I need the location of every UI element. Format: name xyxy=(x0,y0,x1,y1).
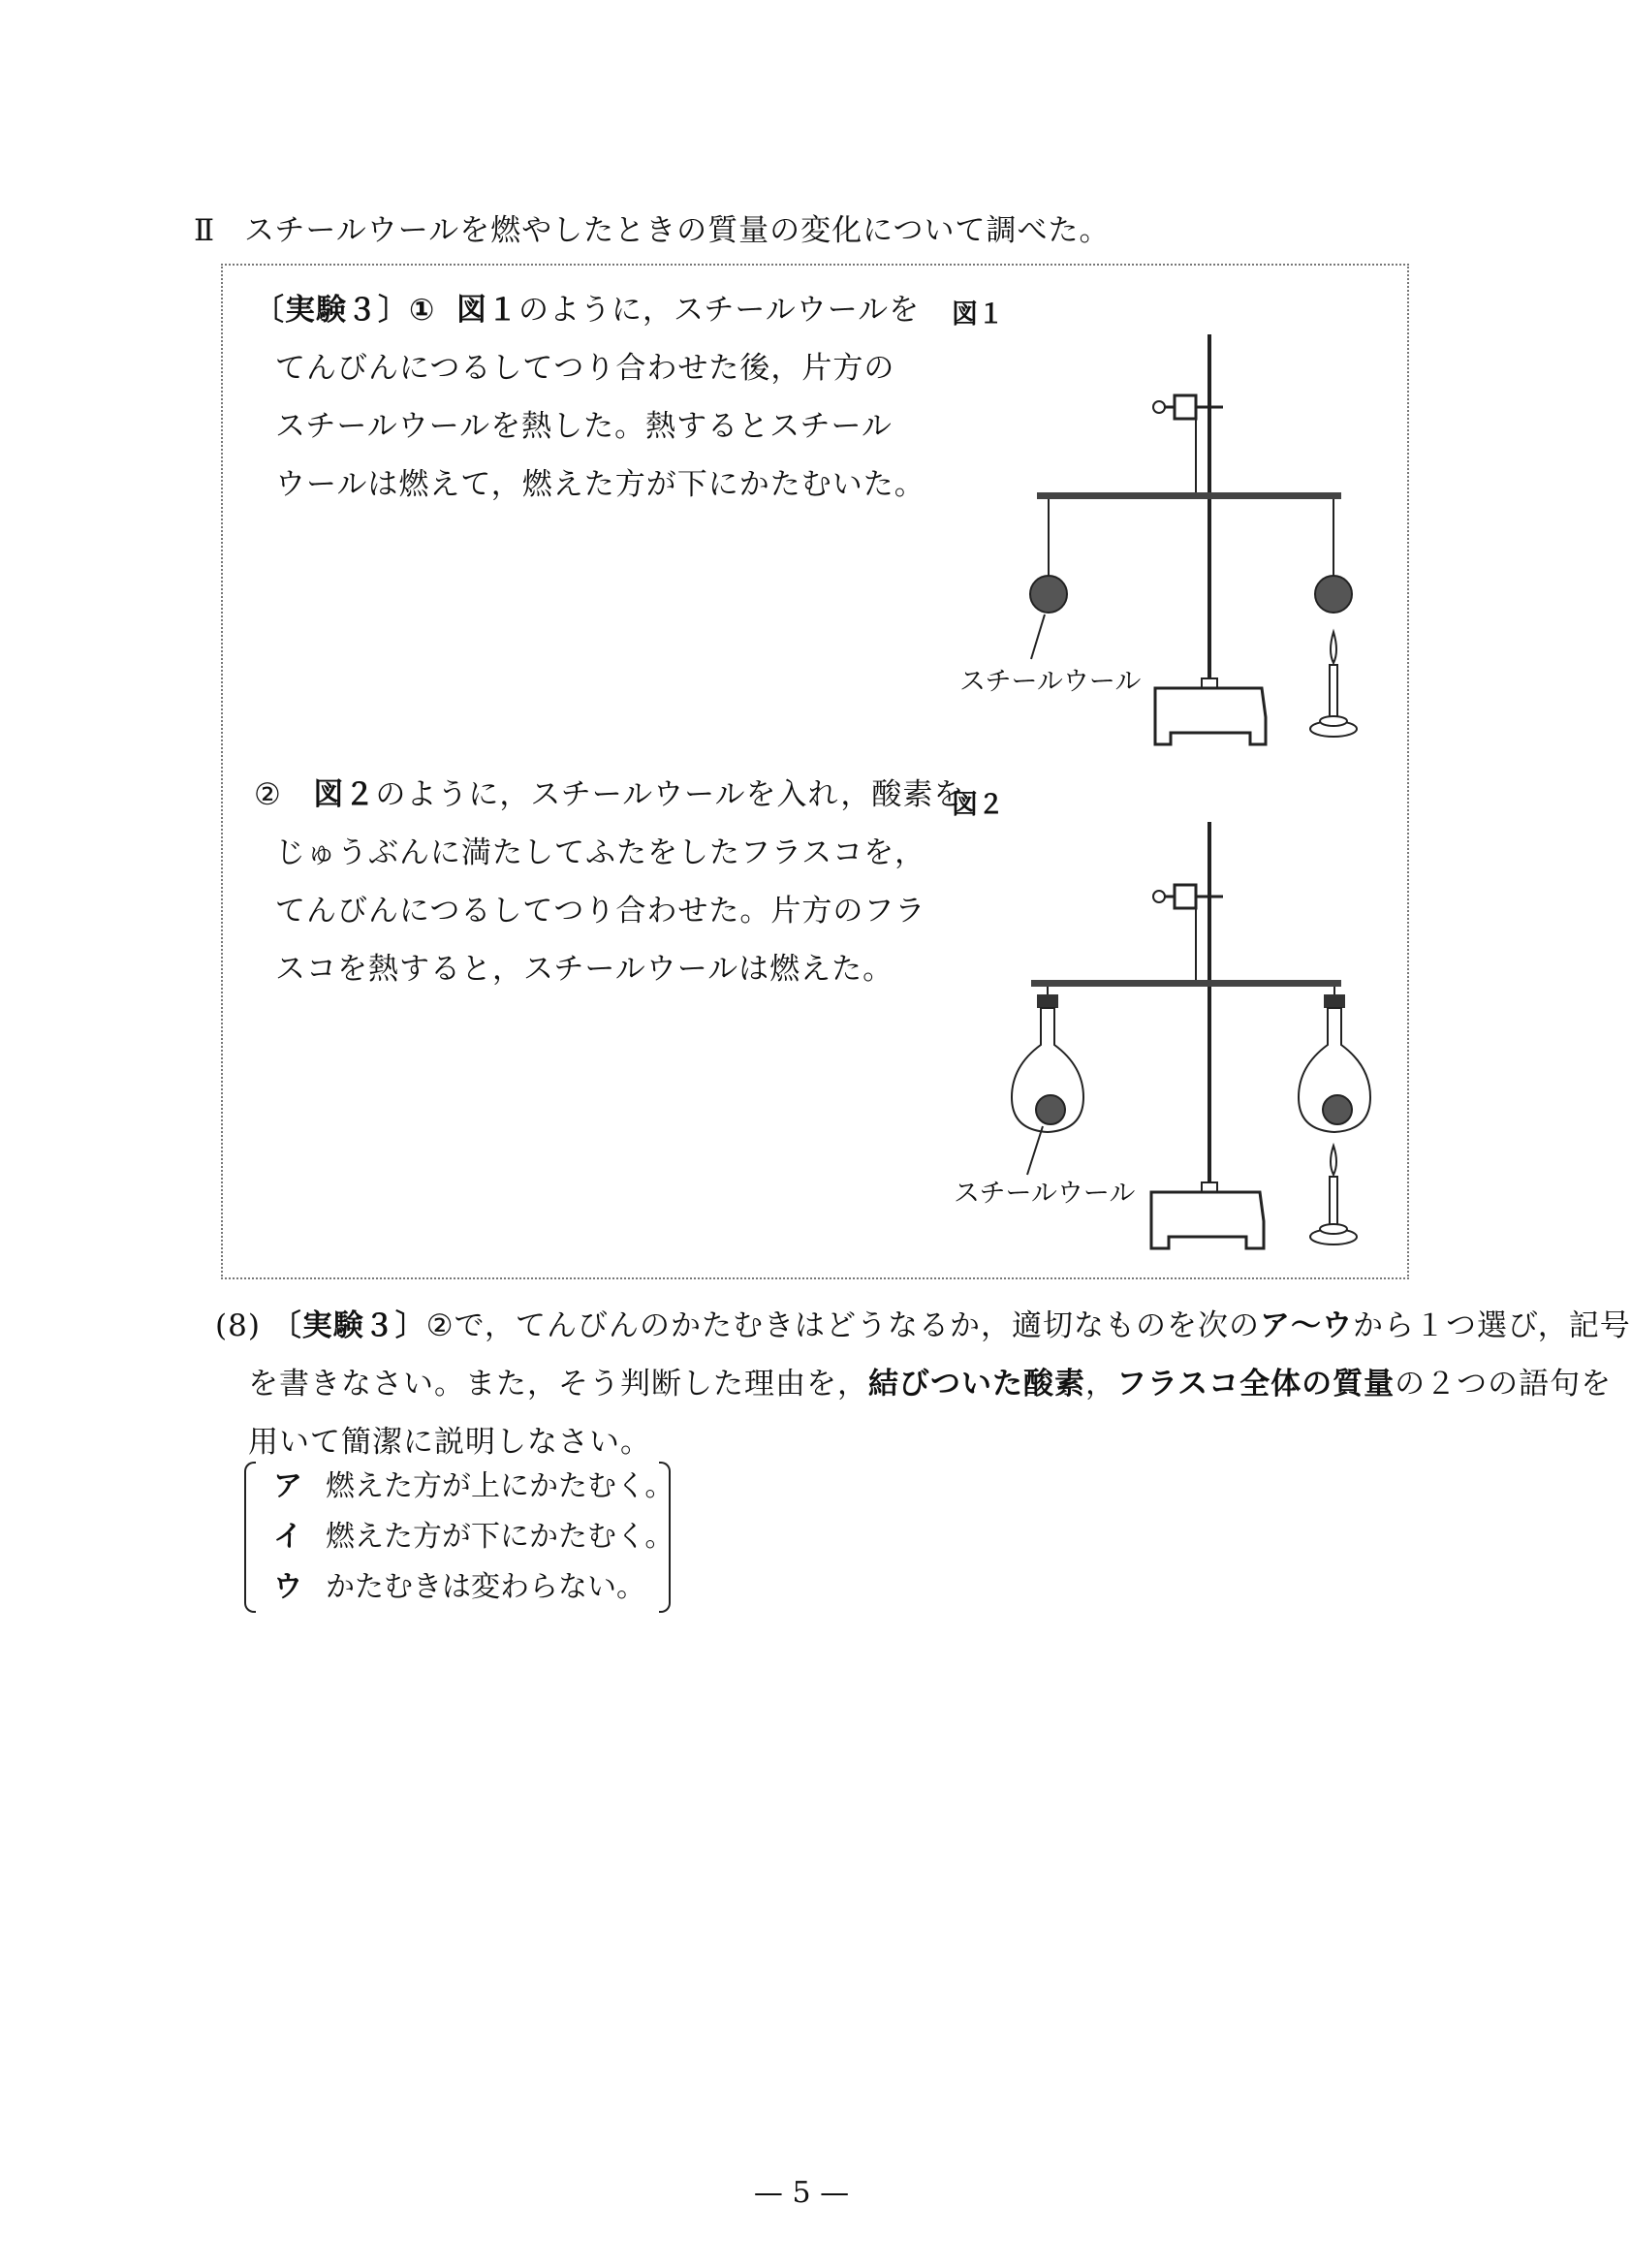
exp1-line-3: スチールウールを熱した。熱するとスチール xyxy=(275,409,893,444)
question-line-2 xyxy=(215,1355,1631,1413)
question-line-2-b: の２つの語句を xyxy=(1395,1367,1613,1402)
question-line-1-a: ②で，てんびんのかたむきはどうなるか，適切なものを次の xyxy=(425,1308,1260,1343)
question-number: (8) xyxy=(215,1308,261,1343)
section-title xyxy=(194,205,1111,249)
choice-i-mark: イ xyxy=(273,1520,302,1554)
exp1-line-4: ウールは燃えて，燃えた方が下にかたむいた。 xyxy=(275,467,925,502)
section-title-text: スチールウールを燃やしたときの質量の変化について調べた。 xyxy=(244,213,1111,248)
question-line-2-a: を書きなさい。また，そう判断した理由を， xyxy=(248,1367,868,1402)
choice-i xyxy=(273,1512,674,1555)
choice-a-mark: ア xyxy=(273,1469,302,1503)
question-line-3: 用いて簡潔に説明しなさい。 xyxy=(248,1425,651,1460)
exp2-line-1 xyxy=(254,766,964,824)
question-exp-ref: 〔実験３〕 xyxy=(270,1308,426,1343)
exp1-line-2: てんびんにつるしてつり合わせた後，片方の xyxy=(275,351,895,386)
keyword-1: 結びついた酸素 xyxy=(868,1367,1085,1402)
question-8 xyxy=(215,1297,1631,1471)
choice-i-text: 燃えた方が下にかたむく。 xyxy=(326,1520,674,1554)
page-number: — 5 — xyxy=(753,2176,850,2210)
question-choice-range: ア～ウ xyxy=(1259,1308,1353,1343)
keyword-separator: ， xyxy=(1085,1367,1116,1402)
section-number: Ⅱ xyxy=(194,213,216,248)
question-line-1 xyxy=(215,1297,1631,1355)
figure-2-label: 図２ xyxy=(952,790,1004,820)
exp1-fig-ref: 図１ xyxy=(455,293,518,328)
figure-1-label: 図１ xyxy=(952,299,1004,330)
exp2-line-4: スコを熱すると，スチールウールは燃えた。 xyxy=(275,952,894,987)
left-bracket xyxy=(244,1462,256,1613)
exp1-line-1 xyxy=(254,281,925,339)
experiment-3-step-2 xyxy=(254,766,964,998)
exp2-line-2: じゅうぶんに満たしてふたをしたフラスコを， xyxy=(275,835,926,870)
exp2-line-3: てんびんにつるしてつり合わせた。片方のフラ xyxy=(275,894,926,929)
exp1-label: 〔実験３〕① xyxy=(254,293,436,328)
exp2-line-1-text: のように，スチールウールを入れ，酸素を xyxy=(375,777,965,812)
choice-a-text: 燃えた方が上にかたむく。 xyxy=(326,1469,674,1503)
fig1-callout-label: スチールウール xyxy=(959,667,1142,697)
keyword-2: フラスコ全体の質量 xyxy=(1116,1367,1396,1402)
choice-u-text: かたむきは変わらない。 xyxy=(326,1570,645,1604)
choice-a xyxy=(273,1462,674,1504)
fig2-callout-label: スチールウール xyxy=(954,1179,1136,1209)
question-line-1-b: から１つ選び，記号 xyxy=(1352,1308,1631,1343)
experiment-3-step-1 xyxy=(254,281,925,514)
exp1-line-1-text: のように，スチールウールを xyxy=(518,293,921,328)
choice-u-mark: ウ xyxy=(273,1570,302,1604)
choices-list xyxy=(244,1462,674,1617)
exp2-number: ② xyxy=(254,777,282,812)
choice-u xyxy=(273,1562,645,1605)
exp2-fig-ref: 図２ xyxy=(313,777,376,812)
